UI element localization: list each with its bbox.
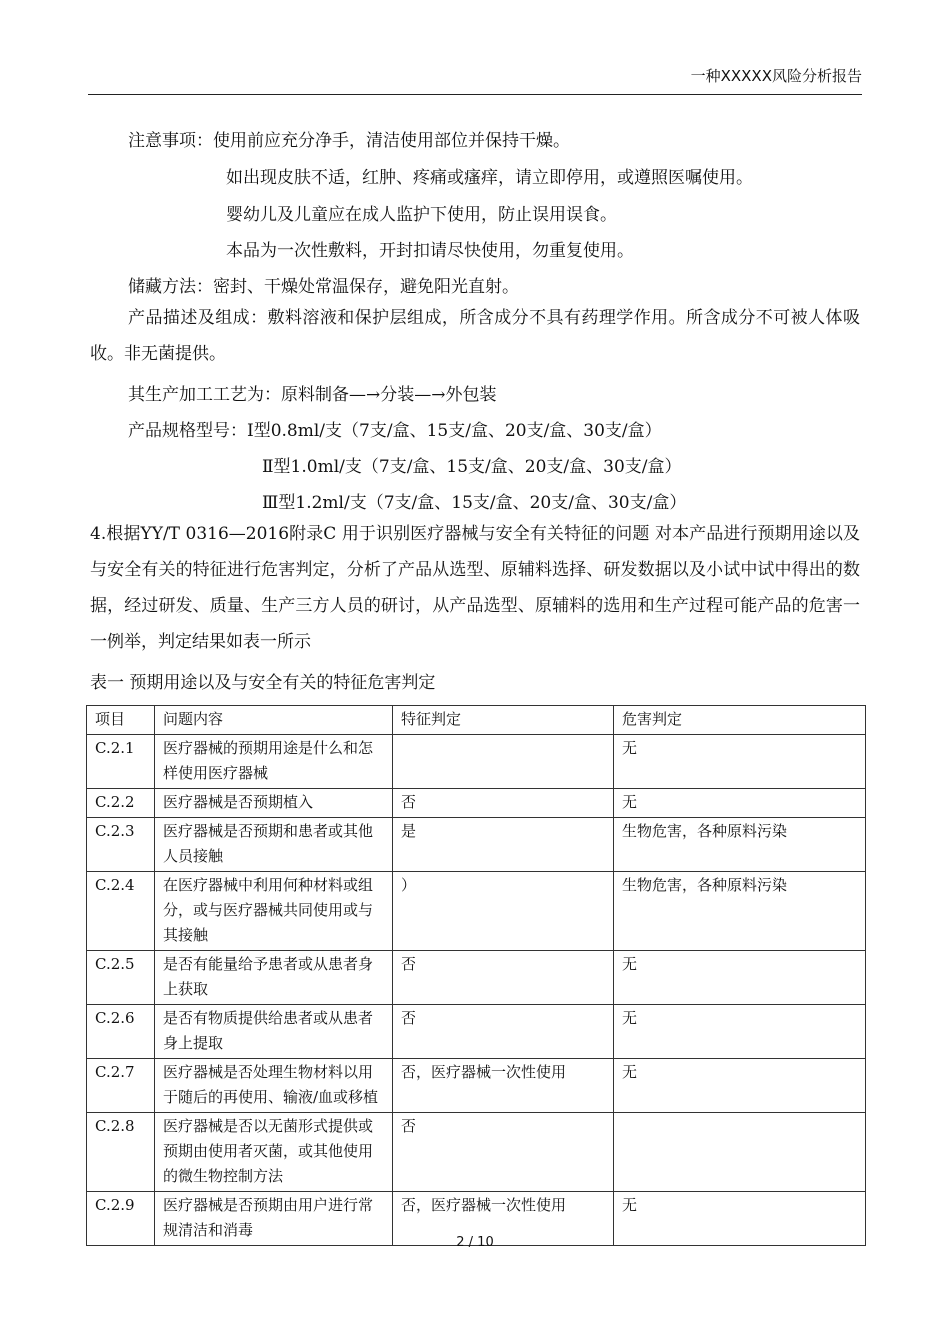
notes-label-line: 注意事项：使用前应充分净手，清洁使用部位并保持干燥。 — [128, 131, 570, 151]
table-row — [87, 951, 866, 1005]
header-hazard: 危害判定 — [614, 706, 866, 735]
cell-feature: 否，医疗器械一次性使用 — [393, 1059, 614, 1113]
table-header-row — [87, 706, 866, 735]
notes-line-3: 婴幼儿及儿童应在成人监护下使用，防止误用误食。 — [226, 205, 617, 225]
storage-line: 储藏方法：密封、干燥处常温保存，避免阳光直射。 — [128, 277, 519, 297]
cell-feature: 否 — [393, 1113, 614, 1192]
spec-line-2: Ⅱ型1.0ml/支（7支/盒、15支/盒、20支/盒、30支/盒） — [262, 457, 682, 477]
cell-item: C.2.4 — [87, 872, 155, 951]
section-4-paragraph: 4.根据YY/T 0316—2016附录C 用于识别医疗器械与安全有关特征的问题 对本产品进行预期用途以及与安全有关的特征进行危害判定，分析了产品从选型、原辅料选择、研发数据以及小试中试中得出的数据，经过研发、质量、生产三方人员的研讨，从产品选型、原辅料的选用和生产过程可能产品的危害一一例举，判定结果如表一所示 — [90, 524, 860, 652]
notes-line-2: 如出现皮肤不适，红肿、疼痛或瘙痒，请立即停用，或遵照医嘱使用。 — [226, 168, 753, 188]
cell-hazard: 无 — [614, 735, 866, 789]
cell-hazard: 无 — [614, 1005, 866, 1059]
cell-hazard: 无 — [614, 1059, 866, 1113]
cell-feature: 否 — [393, 951, 614, 1005]
cell-question: 医疗器械是否处理生物材料以用于随后的再使用、输液/血或移植 — [155, 1059, 393, 1113]
cell-question: 是否有能量给予患者或从患者身上获取 — [155, 951, 393, 1005]
table-row — [87, 789, 866, 818]
table-row — [87, 872, 866, 951]
cell-hazard: 无 — [614, 789, 866, 818]
header-item: 项目 — [87, 706, 155, 735]
table-row — [87, 1005, 866, 1059]
cell-feature: 否 — [393, 1005, 614, 1059]
table-row — [87, 818, 866, 872]
page-number: 2 / 10 — [456, 1235, 494, 1250]
process-line: 其生产加工工艺为：原料制备—→分装—→外包装 — [128, 385, 497, 405]
spec-line-1: 产品规格型号：Ⅰ型0.8ml/支（7支/盒、15支/盒、20支/盒、30支/盒） — [128, 421, 662, 441]
table-row — [87, 1059, 866, 1113]
cell-item: C.2.6 — [87, 1005, 155, 1059]
description-paragraph: 产品描述及组成：敷料溶液和保护层组成，所含成分不具有药理学作用。所含成分不可被人体吸收。非无菌提供。 — [90, 308, 860, 364]
cell-item: C.2.1 — [87, 735, 155, 789]
cell-question: 医疗器械是否预期植入 — [155, 789, 393, 818]
cell-feature: 否，医疗器械一次性使用 — [393, 1192, 614, 1246]
cell-hazard: 生物危害，各种原料污染 — [614, 818, 866, 872]
header-feature: 特征判定 — [393, 706, 614, 735]
cell-hazard: 无 — [614, 951, 866, 1005]
cell-question: 在医疗器械中利用何种材料或组分，或与医疗器械共同使用或与其接触 — [155, 872, 393, 951]
table-caption: 表一 预期用途以及与安全有关的特征危害判定 — [90, 673, 436, 693]
cell-item: C.2.8 — [87, 1113, 155, 1192]
spec-line-3: Ⅲ型1.2ml/支（7支/盒、15支/盒、20支/盒、30支/盒） — [262, 493, 687, 513]
notes-line-4: 本品为一次性敷料，开封扣请尽快使用，勿重复使用。 — [226, 241, 634, 261]
cell-item: C.2.7 — [87, 1059, 155, 1113]
cell-hazard — [614, 1113, 866, 1192]
cell-feature: 否 — [393, 789, 614, 818]
cell-hazard: 生物危害，各种原料污染 — [614, 872, 866, 951]
cell-feature — [393, 735, 614, 789]
header-rule — [88, 94, 862, 95]
page-header: 一种XXXXX风险分析报告 — [690, 67, 862, 85]
cell-question: 是否有物质提供给患者或从患者身上提取 — [155, 1005, 393, 1059]
cell-question: 医疗器械是否以无菌形式提供或预期由使用者灭菌，或其他使用的微生物控制方法 — [155, 1113, 393, 1192]
cell-feature: ） — [393, 872, 614, 951]
cell-item: C.2.9 — [87, 1192, 155, 1246]
hazard-table — [86, 705, 866, 1246]
cell-item: C.2.5 — [87, 951, 155, 1005]
cell-item: C.2.3 — [87, 818, 155, 872]
table-row — [87, 1113, 866, 1192]
cell-question: 医疗器械是否预期和患者或其他人员接触 — [155, 818, 393, 872]
cell-question: 医疗器械的预期用途是什么和怎样使用医疗器械 — [155, 735, 393, 789]
cell-question: 医疗器械是否预期由用户进行常规清洁和消毒 — [155, 1192, 393, 1246]
cell-hazard: 无 — [614, 1192, 866, 1246]
header-question: 问题内容 — [155, 706, 393, 735]
cell-feature: 是 — [393, 818, 614, 872]
table-row — [87, 735, 866, 789]
cell-item: C.2.2 — [87, 789, 155, 818]
